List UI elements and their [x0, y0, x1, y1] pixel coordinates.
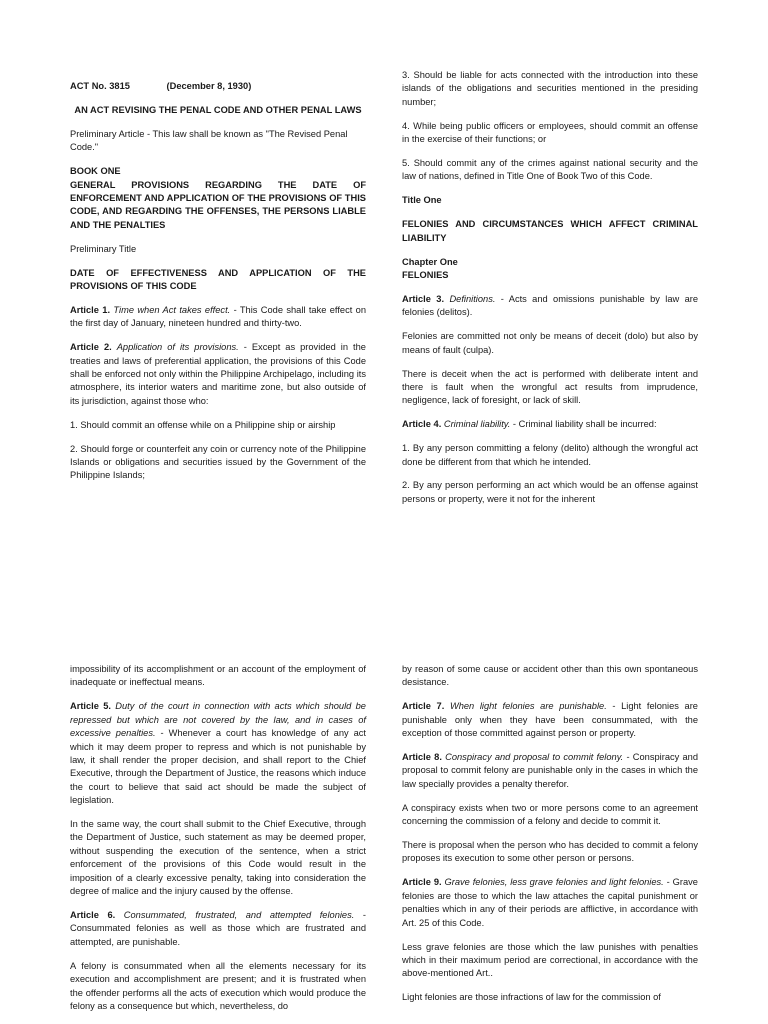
article-6-paragraph-2: A felony is consummated when all the elements necessary for its execution and accomplishment are present; and it is frustrated when the offender performs all the acts of execution which would produce the felony as a consequence but which, nevertheless, do: [70, 960, 366, 1011]
article-1-heading: Time when Act takes effect.: [113, 304, 231, 315]
article-8-label: Article 8.: [402, 752, 442, 763]
article-5-text: - Whenever a court has knowledge of any act which it may deem proper to repress and which is not punishable by law, it shall render the proper decision, and shall report to the Chief Executive, through the Department of Justice, the reasons which induce the court to believe that said act should be made the subject of legislation.: [70, 728, 367, 806]
article-6-continuation: by reason of some cause or accident other than this own spontaneous desistance.: [402, 664, 698, 688]
article-6-heading: Consummated, frustrated, and attempted felonies.: [123, 910, 355, 920]
article-3: [402, 293, 698, 320]
page-2-right-column: [402, 663, 698, 1015]
article-6-label: Article 6.: [70, 910, 116, 920]
article-6: [70, 909, 366, 949]
article-4: [402, 418, 698, 431]
article-1: [70, 304, 366, 331]
article-7-text: - Light felonies are punishable only when they have been consummated, with the exception of those committed against person or property.: [402, 701, 698, 739]
article-9-paragraph-3: Light felonies are those infractions of law for the commission of: [402, 992, 661, 1003]
page-2-left-column: [70, 663, 366, 1024]
article-2: [70, 341, 366, 408]
article-4-item-1: 1. By any person committing a felony (delito) although the wrongful act done be different from that which he intended.: [402, 443, 698, 467]
article-4-item-2: 2. By any person performing an act which would be an offense against persons or property, were it not for the inherent: [402, 480, 698, 504]
article-1-text: - This Code shall take effect on the first day of January, nineteen hundred and thirty-two.: [70, 304, 366, 329]
article-2-item-2: 2. Should forge or counterfeit any coin or currency note of the Philippine Islands or obligations and securities issued by the Government of the Philippine Islands;: [70, 443, 366, 481]
article-9-text: - Grave felonies are those to which the law attaches the capital punishment or penalties which in any of their periods are afflictive, in accordance with Art. 25 of this Code.: [402, 877, 698, 928]
page-1-right-column: [402, 69, 698, 517]
article-4-continuation: impossibility of its accomplishment or an account of the employment of inadequate or ineffectual means.: [70, 664, 366, 688]
article-9-label: Article 9.: [402, 877, 442, 888]
general-provisions-heading: GENERAL PROVISIONS REGARDING THE DATE OF ENFORCEMENT AND APPLICATION OF THE PROVISIONS OF THIS CODE, AND REGARDING THE OFFENSES, THE PERSONS LIABLE AND THE PENALTIES: [70, 179, 366, 230]
article-9-paragraph-2: Less grave felonies are those which the law punishes with penalties which in their maximum period are correctional, in accordance with the above-mentioned Art..: [402, 941, 698, 979]
date-effectiveness-heading: DATE OF EFFECTIVENESS AND APPLICATION OF THE PROVISIONS OF THIS CODE: [70, 267, 366, 291]
page-1-left-column: [70, 80, 366, 493]
preliminary-title: Preliminary Title: [70, 243, 137, 254]
article-2-text: - Except as provided in the treaties and laws of preferential application, the provisions of this Code shall be enforced not only within the Philippine Archipelago, including its atmosphere, its interior waters and maritime zone, but also outside of its jurisdiction, against those who:: [70, 342, 366, 406]
article-5-paragraph-2: In the same way, the court shall submit to the Chief Executive, through the Department of Justice, such statement as may be deemed proper, without suspending the execution of the sentence, when a strict enforcement of the provisions of this Code would result in the imposition of a clearly excessive penalty, taking into consideration the degree of malice and the injury caused by the offense.: [70, 819, 366, 897]
chapter-one-heading: Chapter One: [402, 256, 458, 267]
article-8-paragraph-2: A conspiracy exists when two or more persons come to an agreement concerning the commission of a felony and decide to commit it.: [402, 802, 698, 827]
article-7-heading: When light felonies are punishable.: [449, 701, 607, 712]
article-7-label: Article 7.: [402, 701, 445, 712]
article-7: [402, 700, 698, 740]
article-2-item-1: 1. Should commit an offense while on a Philippine ship or airship: [70, 419, 336, 430]
felonies-heading: FELONIES: [402, 269, 449, 280]
article-4-label: Article 4.: [402, 419, 442, 430]
article-5: [70, 700, 366, 807]
article-9-heading: Grave felonies, less grave felonies and light felonies.: [444, 877, 664, 888]
article-3-paragraph-2: Felonies are committed not only be means of deceit (dolo) but also by means of fault (culpa).: [402, 331, 698, 355]
article-2-label: Article 2.: [70, 342, 112, 353]
article-2-item-3: 3. Should be liable for acts connected with the introduction into these islands of the obligations and securities mentioned in the presiding number;: [402, 70, 698, 107]
article-4-text: - Criminal liability shall be incurred:: [510, 419, 657, 430]
page-2: [0, 540, 768, 1024]
book-one-heading: BOOK ONE: [70, 166, 121, 177]
article-8-paragraph-3: There is proposal when the person who has decided to commit a felony proposes its execution to some other person or persons.: [402, 840, 698, 864]
preliminary-article: Preliminary Article - This law shall be known as "The Revised Penal Code.": [70, 128, 348, 153]
article-6-text: - Consummated felonies as well as those which are frustrated and attempted, are punishable.: [70, 910, 366, 947]
act-date: (December 8, 1930): [166, 81, 252, 91]
article-3-label: Article 3.: [402, 293, 445, 304]
article-3-text: - Acts and omissions punishable by law are felonies (delitos).: [402, 293, 698, 318]
article-2-item-5: 5. Should commit any of the crimes against national security and the law of nations, defined in Title One of Book Two of this Code.: [402, 158, 698, 182]
act-title: AN ACT REVISING THE PENAL CODE AND OTHER PENAL LAWS: [74, 104, 362, 115]
article-3-heading: Definitions.: [449, 293, 496, 304]
act-number: ACT No. 3815: [70, 81, 130, 91]
article-2-heading: Application of its provisions.: [116, 342, 239, 353]
act-number-line: [70, 80, 366, 93]
article-8-heading: Conspiracy and proposal to commit felony.: [445, 752, 624, 763]
article-8: [402, 751, 698, 791]
article-5-label: Article 5.: [70, 701, 111, 712]
article-1-label: Article 1.: [70, 304, 111, 315]
article-9: [402, 876, 698, 930]
article-4-heading: Criminal liability.: [443, 419, 511, 430]
article-3-paragraph-3: There is deceit when the act is performed with deliberate intent and there is fault when the wrongful act results from imprudence, negligence, lack of foresight, or lack of skill.: [402, 368, 698, 406]
title-one-heading: Title One: [402, 195, 442, 206]
article-5-heading: Duty of the court in connection with acts which should be repressed but which are not covered by the law, and in cases of excessive penalties.: [70, 701, 366, 739]
article-8-text: - Conspiracy and proposal to commit felony are punishable only in the cases in which the law specially provides a penalty therefor.: [402, 752, 698, 789]
article-2-item-4: 4. While being public officers or employees, should commit an offense in the exercise of their functions; or: [402, 120, 698, 145]
felonies-circumstances-heading: FELONIES AND CIRCUMSTANCES WHICH AFFECT CRIMINAL LIABILITY: [402, 219, 698, 243]
